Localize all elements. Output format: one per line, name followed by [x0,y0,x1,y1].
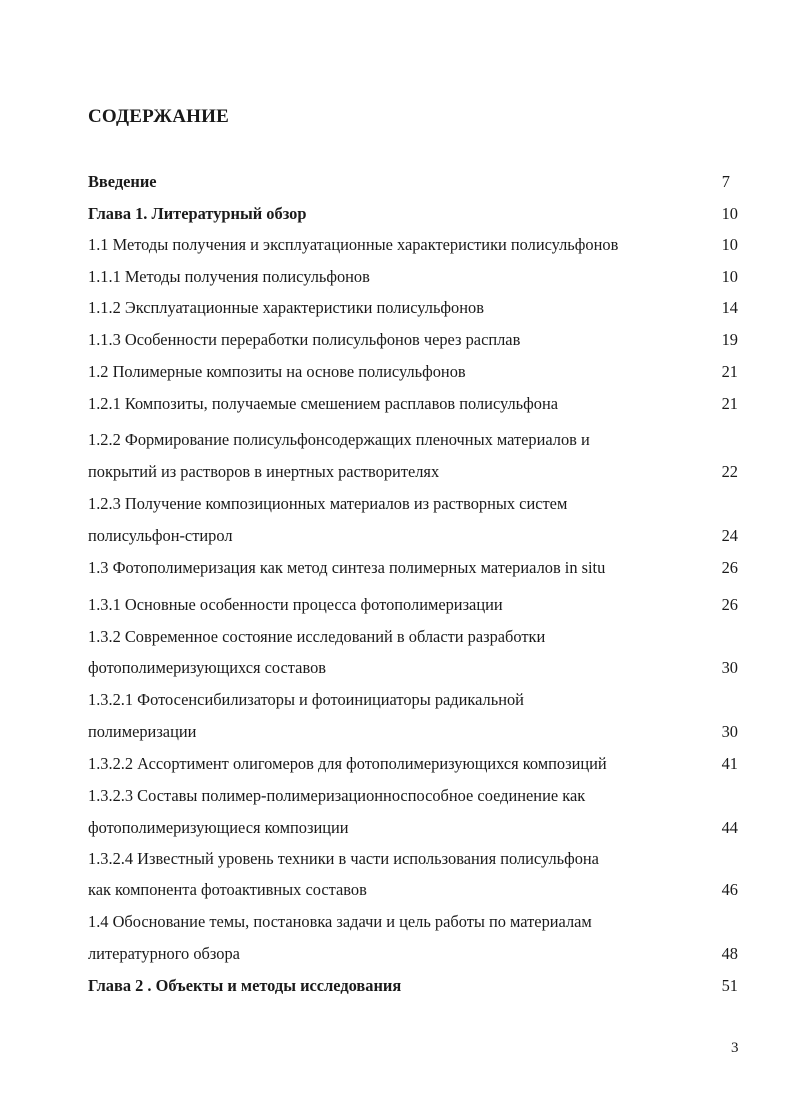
toc-page-1-1-1: 10 [721,267,738,286]
toc-entry-1-2-2-line1: 1.2.2 Формирование полисульфонсодержащих пленочных материалов и [88,430,590,449]
toc-page-1-2: 21 [721,362,738,381]
toc-entry-1-2: 1.2 Полимерные композиты на основе полисульфонов [88,362,466,381]
toc-entry-1-1-2: 1.1.2 Эксплуатационные характеристики полисульфонов [88,298,484,317]
page-title: СОДЕРЖАНИЕ [88,106,229,127]
toc-entry-1-3-2-4-line1: 1.3.2.4 Известный уровень техники в части использования полисульфона [88,849,599,868]
toc-entry-1-3-2-3-line2: фотополимеризующиеся композиции [88,818,349,837]
toc-page-1-2-3: 24 [721,526,738,545]
toc-entry-1-3-2-2: 1.3.2.2 Ассортимент олигомеров для фотополимеризующихся композиций [88,754,607,773]
toc-entry-1-1: 1.1 Методы получения и эксплуатационные характеристики полисульфонов [88,235,619,254]
page-number: 3 [731,1040,739,1056]
toc-entry-1-3-2-3-line1: 1.3.2.3 Составы полимер-полимеризационноспособное соединение как [88,786,586,805]
toc-entry-1-2-3-line1: 1.2.3 Получение композиционных материалов из растворных систем [88,494,568,513]
toc-entry-chapter-1: Глава 1. Литературный обзор [88,204,307,223]
toc-page-1-3: 26 [721,558,738,577]
toc-page-1-2-1: 21 [721,394,738,413]
toc-entry-1-3-2-1-line1: 1.3.2.1 Фотосенсибилизаторы и фотоинициаторы радикальной [88,690,524,709]
toc-entry-1-4-line1: 1.4 Обоснование темы, постановка задачи и цель работы по материалам [88,912,592,931]
toc-page-1-3-2-1: 30 [721,722,738,741]
toc-page-chapter-1: 10 [721,204,738,223]
toc-page-1-1: 10 [721,235,738,254]
toc-page-1-3-2-4: 46 [721,880,738,899]
toc-page-1-4: 48 [721,944,738,963]
toc-page-1-3-2-3: 44 [721,818,738,837]
toc-page-1-1-3: 19 [721,330,738,349]
toc-page-1-3-1: 26 [721,595,738,614]
toc-entry-1-3-1: 1.3.1 Основные особенности процесса фотополимеризации [88,595,503,614]
toc-page-1-3-2: 30 [721,658,738,677]
toc-entry-1-4-line2: литературного обзора [88,944,240,963]
toc-entry-1-2-1: 1.2.1 Композиты, получаемые смешением расплавов полисульфона [88,394,558,413]
toc-entry-1-1-3: 1.1.3 Особенности переработки полисульфонов через расплав [88,330,521,349]
toc-entry-1-2-3-line2: полисульфон-стирол [88,526,233,545]
toc-entry-1-3-2-line1: 1.3.2 Современное состояние исследований в области разработки [88,627,546,646]
toc-entry-1-3-2-line2: фотополимеризующихся составов [88,658,327,677]
toc-entry-1-2-2-line2: покрытий из растворов в инертных растворителях [88,462,440,481]
toc-entry-1-3-2-4-line2: как компонента фотоактивных составов [88,880,367,899]
toc-entry-1-3: 1.3 Фотополимеризация как метод синтеза полимерных материалов in situ [88,558,606,577]
toc-page-1-3-2-2: 41 [721,754,738,773]
toc-page-chapter-2: 51 [721,976,738,995]
toc-entry-intro: Введение [88,172,157,191]
toc-page-1-2-2: 22 [721,462,738,481]
toc-entry-1-1-1: 1.1.1 Методы получения полисульфонов [88,267,370,286]
toc-entry-chapter-2: Глава 2 . Объекты и методы исследования [88,976,402,995]
toc-page-intro: 7 [721,172,730,191]
toc-entry-1-3-2-1-line2: полимеризации [88,722,197,741]
toc-page-1-1-2: 14 [721,298,738,317]
